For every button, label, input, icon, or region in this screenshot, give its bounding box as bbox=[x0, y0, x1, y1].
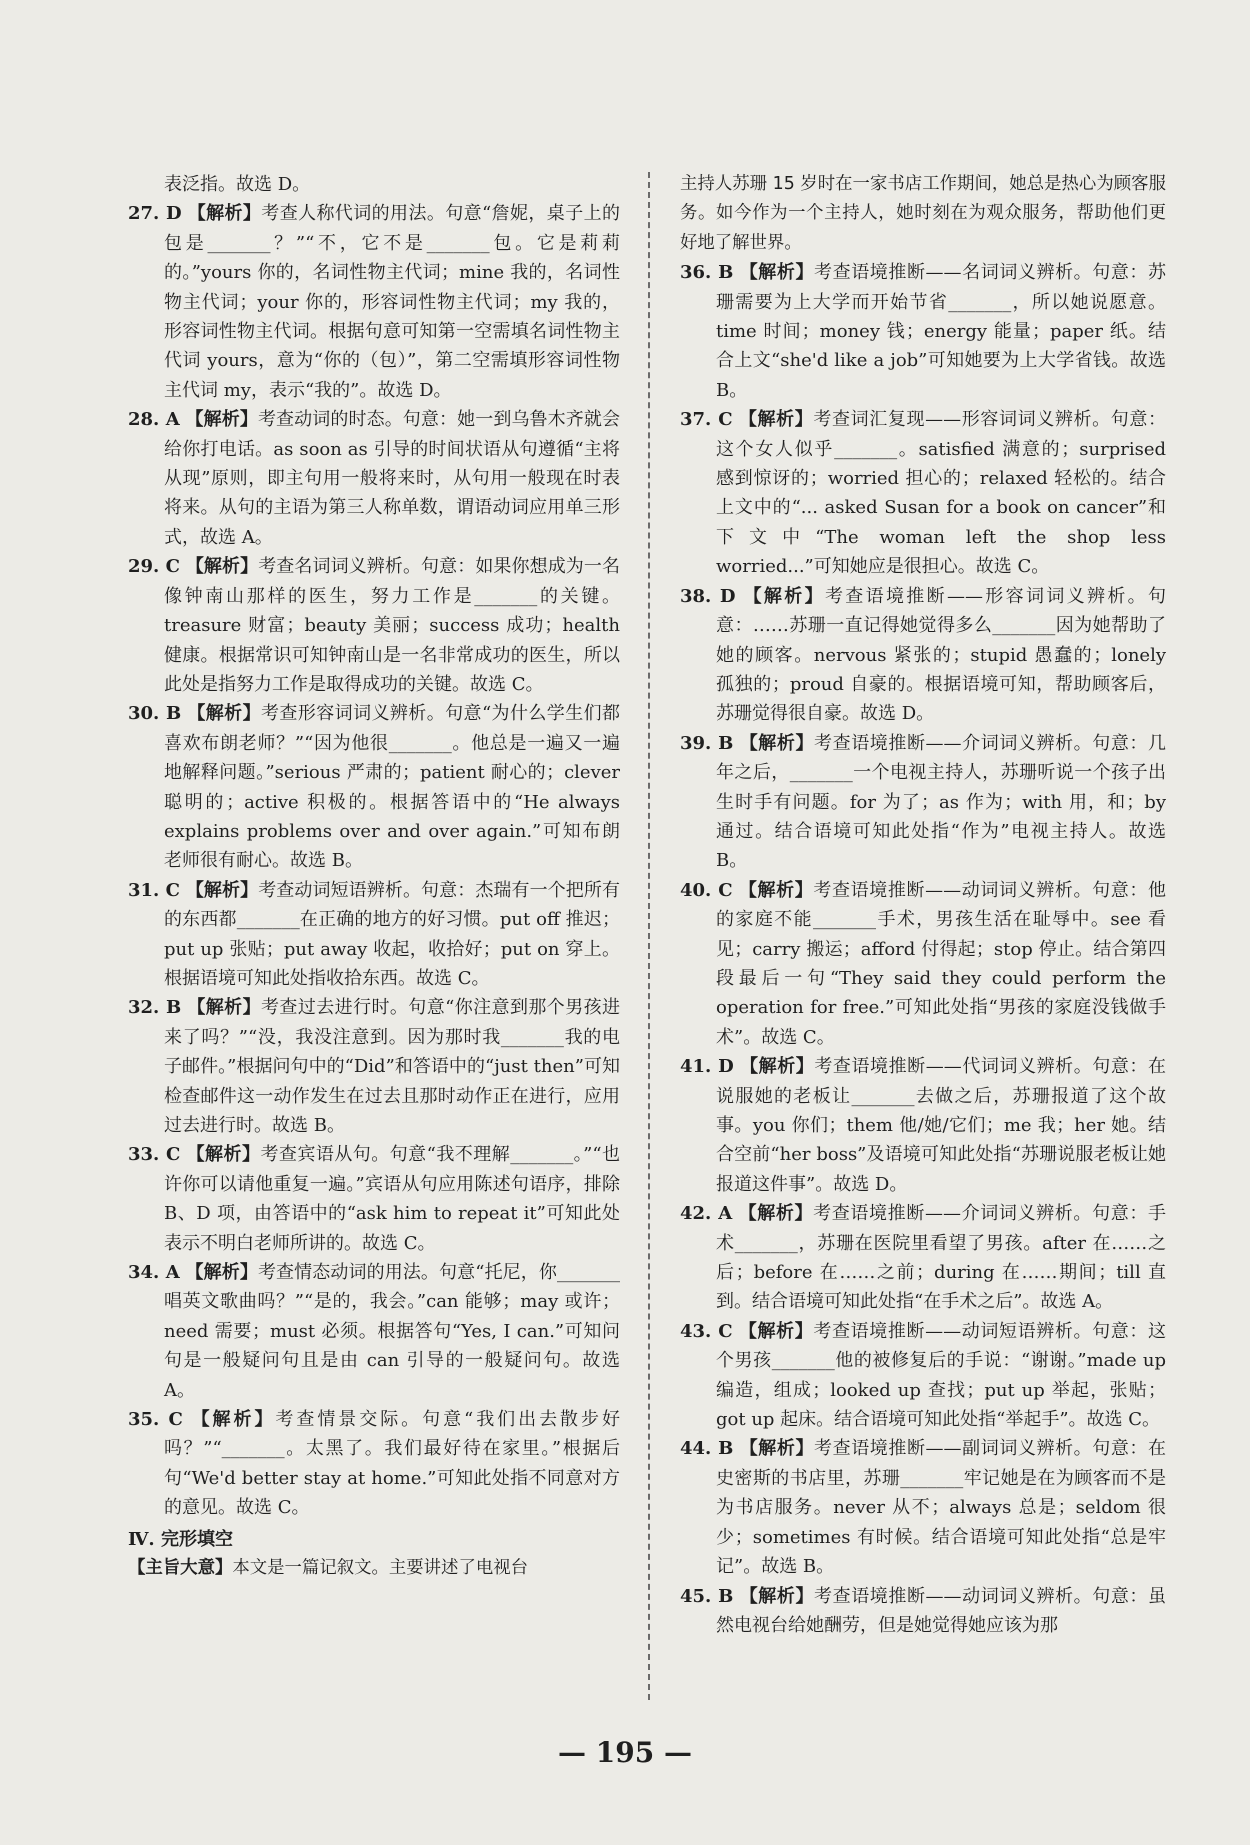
item-text: 考查语境推断——形容词词义辨析。句意：……苏珊一直记得她觉得多么_______因为她帮助了她的顾客。nervous 紧张的；stupid 愚蠢的；lonely 孤独的；proud 自豪的。根据语境可知，帮助顾客后，苏珊觉得很自豪。故选 D。 bbox=[716, 585, 1166, 725]
column-divider bbox=[648, 172, 650, 1700]
item-text: 考查语境推断——副词词义辨析。句意：在史密斯的书店里，苏珊_______牢记她是在为顾客而不是为书店服务。never 从不；always 总是；seldom 很少；sometimes 有时候。结合语境可知此处指“总是牢记”。故选 B。 bbox=[716, 1438, 1167, 1578]
answer-item-31 bbox=[128, 876, 620, 994]
item-number: 43. C bbox=[680, 1320, 733, 1342]
item-text: 考查名词词义辨析。句意：如果你想成为一名像钟南山那样的医生，努力工作是_______的关键。treasure 财富；beauty 美丽；success 成功；health 健康。根据常识可知钟南山是一名非常成功的医生，所以此处是指努力工作是取得成功的关键。故选 C。 bbox=[164, 556, 620, 695]
analysis-tag: 【解析】 bbox=[186, 1144, 261, 1166]
answer-item-41 bbox=[680, 1052, 1166, 1199]
answer-item-30 bbox=[128, 699, 620, 875]
item-number: 44. B bbox=[680, 1438, 734, 1460]
item-number: 29. C bbox=[128, 556, 181, 578]
item-number: 45. B bbox=[680, 1585, 734, 1607]
item-number: 36. B bbox=[680, 262, 734, 284]
item-text: 考查动词短语辨析。句意：杰瑞有一个把所有的东西都_______在正确的地方的好习惯。put off 推迟；put up 张贴；put away 收起，收拾好；put on 穿上。根据语境可知此处指收拾东西。故选 C。 bbox=[164, 879, 620, 989]
section-heading: Ⅳ. 完形填空 bbox=[128, 1528, 233, 1550]
answer-item-33 bbox=[128, 1140, 620, 1258]
item-text: 考查人称代词的用法。句意“詹妮，桌子上的包是_______？”“不，它不是_______包。它是莉莉的。”yours 你的，名词性物主代词；mine 我的，名词性物主代词；your 你的，形容词性物主代词；my 我的，形容词性物主代词。根据句意可知第一空需填名词性物主代词 yours，意为“你的（包）”，第二空需填形容词性物主代词 my，表示“我的”。故选 D。 bbox=[164, 203, 620, 401]
analysis-tag: 【解析】 bbox=[191, 1409, 276, 1431]
item-number: 27. D bbox=[128, 203, 182, 225]
analysis-tag: 【解析】 bbox=[185, 879, 259, 901]
answer-item-27 bbox=[128, 199, 620, 405]
answer-item-35 bbox=[128, 1405, 620, 1523]
answer-item-32 bbox=[128, 993, 620, 1140]
answer-item-38 bbox=[680, 582, 1166, 729]
item-number: 38. D bbox=[680, 585, 736, 607]
item-number: 37. C bbox=[680, 409, 733, 431]
item-number: 42. A bbox=[680, 1203, 733, 1225]
main-idea-continuation: 主持人苏珊 15 岁时在一家书店工作期间，她总是热心为顾客服务。如今作为一个主持人，她时刻在为观众服务，帮助他们更好地了解世界。 bbox=[680, 174, 1166, 253]
item-text: 考查宾语从句。句意“我不理解_______。”“也许你可以请他重复一遍。”宾语从句应用陈述句语序，排除 B、D 项，由答语中的“ask him to repeat it”可知此处表示不明白老师所讲的。故选 C。 bbox=[164, 1144, 620, 1254]
answer-item-39 bbox=[680, 729, 1166, 876]
item-text: 考查情态动词的用法。句意“托尼，你_______唱英文歌曲吗？”“是的，我会。”can 能够；may 或许；need 需要；must 必须。根据答句“Yes, I can.”可知问句是一般疑问句且是由 can 引导的一般疑问句。故选 A。 bbox=[164, 1262, 621, 1401]
answer-item-37 bbox=[680, 405, 1166, 581]
item-text: 考查语境推断——介词词义辨析。句意：几年之后，_______一个电视主持人，苏珊听说一个孩子出生时手有问题。for 为了；as 作为；with 用，和；by 通过。结合语境可知此处指“作为”电视主持人。故选 B。 bbox=[716, 732, 1167, 872]
analysis-tag: 【解析】 bbox=[740, 1056, 815, 1078]
main-idea-tag: 【主旨大意】 bbox=[128, 1558, 233, 1579]
analysis-tag: 【解析】 bbox=[185, 1262, 258, 1284]
item-text: 考查情景交际。句意“我们出去散步好吗？”“_______。太黑了。我们最好待在家里。”根据后句“We'd better stay at home.”可知此处指不同意对方的意见。故选 C。 bbox=[164, 1409, 620, 1519]
answer-item-29 bbox=[128, 552, 620, 699]
item-number: 39. B bbox=[680, 732, 734, 754]
analysis-tag: 【解析】 bbox=[739, 1585, 815, 1607]
main-idea-text: 本文是一篇记叙文。主要讲述了电视台 bbox=[232, 1558, 529, 1579]
item-number: 31. C bbox=[128, 879, 181, 901]
analysis-tag: 【解析】 bbox=[743, 585, 825, 607]
answer-item-42 bbox=[680, 1199, 1166, 1317]
item-number: 30. B bbox=[128, 703, 182, 725]
main-idea bbox=[128, 1554, 620, 1583]
analysis-tag: 【解析】 bbox=[739, 262, 815, 284]
item-number: 32. B bbox=[128, 997, 182, 1019]
answer-item-34 bbox=[128, 1258, 620, 1405]
answer-item-45 bbox=[680, 1582, 1166, 1641]
analysis-tag: 【解析】 bbox=[187, 203, 262, 225]
analysis-tag: 【解析】 bbox=[187, 703, 262, 725]
item-text: 考查语境推断——名词词义辨析。句意：苏珊需要为上大学而开始节省_______，所以她说愿意。time 时间；money 钱；energy 能量；paper 纸。结合上文“she'd like a job”可知她要为上大学省钱。故选 B。 bbox=[716, 262, 1167, 401]
item-text: 考查语境推断——代词词义辨析。句意：在说服她的老板让_______去做之后，苏珊报道了这个故事。you 你们；them 他/她/它们；me 我；her 她。结合空前“her boss”及语境可知此处指“苏珊说服老板让她报道这件事”。故选 D。 bbox=[716, 1056, 1166, 1195]
item-number: 28. A bbox=[128, 409, 180, 431]
item-text: 考查语境推断——动词短语辨析。句意：这个男孩_______他的被修复后的手说：“谢谢。”made up 编造，组成；looked up 查找；put up 举起，张贴；got up 起床。结合语境可知此处指“举起手”。故选 C。 bbox=[716, 1320, 1167, 1431]
item-text: 考查动词的时态。句意：她一到乌鲁木齐就会给你打电话。as soon as 引导的时间状语从句遵循“主将从现”原则，即主句用一般将来时，从句用一般现在时表将来。从句的主语为第三人称单数，谓语动词应用单三形式，故选 A。 bbox=[164, 409, 620, 548]
item-text: 考查过去进行时。句意“你注意到那个男孩进来了吗？”“没，我没注意到。因为那时我_______我的电子邮件。”根据问句中的“Did”和答语中的“just then”可知检查邮件这一动作发生在过去且那时动作正在进行，应用过去进行时。故选 B。 bbox=[164, 997, 621, 1136]
analysis-tag: 【解析】 bbox=[738, 409, 814, 431]
item-number: 35. C bbox=[128, 1409, 183, 1431]
item-text: 考查形容词词义辨析。句意“为什么学生们都喜欢布朗老师？”“因为他很_______。他总是一遍又一遍地解释问题。”serious 严肃的；patient 耐心的；clever 聪明的；active 积极的。根据答语中的“He always explains problems over and over again.”可知布朗老师很有耐心。故选 B。 bbox=[164, 703, 621, 872]
answer-item-40 bbox=[680, 876, 1166, 1052]
analysis-tag: 【解析】 bbox=[738, 1203, 814, 1225]
analysis-tag: 【解析】 bbox=[187, 997, 262, 1019]
item-text: 考查语境推断——介词词义辨析。句意：手术_______，苏珊在医院里看望了男孩。after 在……之后；before 在……之前；during 在……期间；till 直到。结合语境可知此处指“在手术之后”。故选 A。 bbox=[716, 1203, 1166, 1313]
analysis-tag: 【解析】 bbox=[739, 1438, 815, 1460]
item-number: 34. A bbox=[128, 1262, 180, 1284]
item-text: 考查词汇复现——形容词词义辨析。句意：这个女人似乎_______。satisfied 满意的；surprised 感到惊讶的；worried 担心的；relaxed 轻松的。结合上文中的“... asked Susan for a book on cancer”和下文中“The woman left the shop less worried...”可知她应是很担心。故选 C。 bbox=[716, 409, 1167, 578]
item-number: 40. C bbox=[680, 879, 733, 901]
answer-item-36 bbox=[680, 258, 1166, 405]
analysis-tag: 【解析】 bbox=[738, 1320, 814, 1342]
right-column bbox=[680, 170, 1166, 1640]
answer-item-43 bbox=[680, 1317, 1166, 1435]
item-number: 41. D bbox=[680, 1056, 734, 1078]
analysis-tag: 【解析】 bbox=[738, 879, 814, 901]
left-column bbox=[128, 170, 620, 1584]
answer-item-44 bbox=[680, 1434, 1166, 1581]
analysis-tag: 【解析】 bbox=[185, 556, 259, 578]
page-number: — 195 — bbox=[558, 1736, 692, 1769]
analysis-tag: 【解析】 bbox=[185, 409, 258, 431]
item-text: 考查语境推断——动词词义辨析。句意：虽然电视台给她酬劳，但是她觉得她应该为那 bbox=[716, 1585, 1167, 1636]
item-number: 33. C bbox=[128, 1144, 181, 1166]
continuation-text: 表泛指。故选 D。 bbox=[164, 174, 311, 195]
analysis-tag: 【解析】 bbox=[739, 732, 815, 754]
answer-item-28 bbox=[128, 405, 620, 552]
item-text: 考查语境推断——动词词义辨析。句意：他的家庭不能_______手术，男孩生活在耻辱中。see 看见；carry 搬运；afford 付得起；stop 停止。结合第四段最后一句“They said they could perform the operation for free.”可知此处指“男孩的家庭没钱做手术”。故选 C。 bbox=[716, 879, 1167, 1048]
